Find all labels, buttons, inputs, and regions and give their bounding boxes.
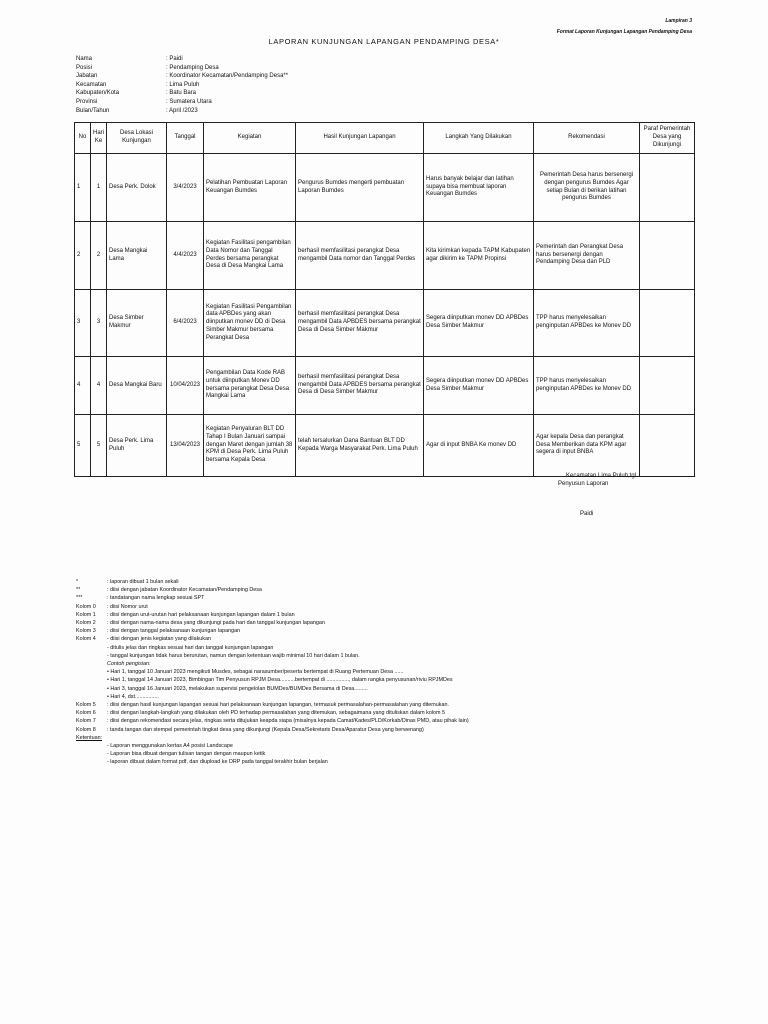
cell-rekomendasi: TPP harus menyelesaikan penginputan APBDes ke Monev DD: [534, 357, 640, 415]
col-header-langkah: Langkah Yang Dilakukan: [424, 123, 534, 154]
table-header-row: [75, 123, 695, 154]
example-item: • Hari 1, tanggal 10 Januari 2023 mengikuti Musdes, sebagai narasumber/peserta bertempat di Ruang Pertemuan Desa ......: [107, 669, 404, 676]
cell-rekomendasi: Pemerintah dan Perangkat Desa harus bersenergi dengan Pendamping Desa dan PLD: [534, 222, 640, 290]
kolom-key: Kolom 4: [76, 636, 96, 643]
lampiran-label: Lampiran 3: [665, 18, 692, 24]
cell-hari: 4: [91, 357, 107, 415]
cell-rekomendasi: Pemerintah Desa harus bersenergi dengan pengurus Bumdes Agar setiap Bulan di berikan latihan pengurus Bumdes: [534, 154, 640, 222]
cell-kegiatan: Pelatihan Pembuatan Laporan Keuangan Bumdes: [204, 154, 296, 222]
footnote-key: **: [76, 587, 81, 594]
ketentuan-label: Ketentuan:: [76, 734, 103, 741]
cell-desa: Desa Mangkai Lama: [107, 222, 167, 290]
info-row: [76, 81, 288, 90]
info-label: Nama: [76, 56, 93, 62]
cell-no: 1: [75, 154, 91, 222]
kolom-text: : diisi dengan tanggal pelaksanaan kunjungan lapangan: [107, 628, 241, 635]
signature-name: Paidi: [580, 511, 594, 517]
kolom-text: : diisi Nomor urut: [107, 603, 148, 610]
footnote-key: *: [76, 579, 79, 585]
kolom-row: [76, 726, 716, 734]
info-row: [76, 107, 288, 116]
footnote-text: : laporan dibuat 1 bulan sekali: [107, 579, 179, 585]
signature-place: Kecamatan Lima Puluh,tgl…………………………: [566, 473, 697, 479]
cell-tanggal: 13/04/2023: [167, 415, 204, 477]
col-header-paraf: Paraf Pemerintah Desa yang Dikunjungi: [640, 123, 695, 154]
cell-rekomendasi: Agar kepala Desa dan perangkat Desa Memberikan data KPM agar segera di input BNBA: [534, 415, 640, 477]
kolom-key: Kolom 7: [76, 718, 96, 725]
info-label: Bulan/Tahun: [76, 107, 110, 114]
cell-tanggal: 3/4/2023: [167, 154, 204, 222]
cell-no: 3: [75, 290, 91, 357]
kolom-text: : diisi dengan urut-urutan hari pelaksanaan kunjungan lapangan dalam 1 bulan: [107, 611, 295, 618]
footnote-key: ***: [76, 595, 83, 602]
cell-paraf: [640, 415, 695, 477]
kolom-text: : tanda tangan dan stempel pemerintah tingkat desa yang dikunjungi (Kepala Desa/Sekretaris Desa/Aparatur Desa yang berwenang): [107, 726, 424, 733]
info-label: Kecamatan: [76, 81, 107, 88]
cell-desa: Desa Simber Makmur: [107, 290, 167, 357]
cell-langkah: Segera diinputkan monev DD APBDes Desa Simber Makmur: [424, 357, 534, 415]
format-label: Format Laporan Kunjungan Lapangan Pendamping Desa: [556, 29, 692, 35]
cell-langkah: Harus banyak belajar dan latihan supaya bisa membuat laporan Keuangan Bumdes: [424, 154, 534, 222]
info-row: [76, 72, 288, 81]
identity-block: [76, 55, 288, 115]
cell-paraf: [640, 357, 695, 415]
kolom-key: Kolom 0: [76, 603, 96, 610]
cell-hasil: berhasil memfasilitasi perangkat Desa mengambil Data nomor dan Tanggal Perdes: [296, 222, 424, 290]
cell-tanggal: 10/04/2023: [167, 357, 204, 415]
info-value: : Sumatera Utara: [166, 98, 212, 105]
info-row: [76, 64, 288, 73]
cell-kegiatan: Kegiatan Penyaluran BLT DD Tahap I Bulan Januari sampai dengan Maret dengan jumlah 38 KPM di Desa Perk. Lima Puluh bersama Kepala Desa: [204, 415, 296, 477]
kolom-row: [76, 635, 716, 643]
kolom-row: [76, 619, 716, 627]
col-header-hasil: Hasil Kunjungan Lapangan: [296, 123, 424, 154]
cell-hari: 5: [91, 415, 107, 477]
page-title: LAPORAN KUNJUNGAN LAPANGAN PENDAMPING DESA*: [268, 37, 500, 46]
cell-no: 5: [75, 415, 91, 477]
footnote-text: : tandatangan nama lengkap sesuai SPT: [107, 595, 205, 602]
cell-hasil: berhasil memfasilitasi perangkat Desa mengambil Data APBDES bersama perangkat Desa di Desa Simber Makmur: [296, 290, 424, 357]
info-row: [76, 98, 288, 107]
kolom4-note: - tanggal kunjungan tidak harus berurutan, namun dengan ketentuan wajib minimal 10 hari dalam 1 bulan.: [107, 652, 360, 659]
col-header-desa: Desa Lokasi Kunjungan: [107, 123, 167, 154]
cell-hari: 1: [91, 154, 107, 222]
kolom-key: Kolom 2: [76, 620, 96, 627]
cell-langkah: Agar di input BNBA Ke monev DD: [424, 415, 534, 477]
kolom-key: Kolom 8: [76, 726, 96, 733]
cell-no: 2: [75, 222, 91, 290]
signature-role: Penyusun Laporan: [558, 481, 609, 487]
col-header-rekomendasi: Rekomendasi: [534, 123, 640, 154]
table-row: [75, 154, 695, 222]
cell-rekomendasi: TPP harus menyelesaikan penginputan APBDes ke Monev DD: [534, 290, 640, 357]
cell-hasil: berhasil memfasilitasi perangkat Desa mengambil Data APBDES bersama perangkat Desa di Desa Simber Makmur: [296, 357, 424, 415]
example-item: • Hari 4, dst................: [107, 693, 159, 700]
kolom4-note: - ditulis jelas dan ringkas sesuai hari dan tanggal kunjungan lapangan: [107, 644, 274, 651]
footnote-text: : diisi dengan jabatan Koordinator Kecamatan/Pendamping Desa: [107, 587, 262, 594]
example-item: • Hari 3, tanggal 16 Januari 2023, melakukan supervisi pengelolan BUMDes/BUMDes Bersama di Desa.........: [107, 685, 368, 692]
visit-report-table: [74, 122, 695, 477]
kolom-row: [76, 611, 716, 619]
kolom-key: Kolom 5: [76, 702, 96, 709]
cell-kegiatan: Kegiatan Fasilitasi pengambilan Data Nomor dan Tanggal Perdes bersama perangkat Desa di Desa Mangkai Lama: [204, 222, 296, 290]
kolom-text: : diisi dengan nama-nama desa yang dikunjungi pada hari dan tanggal kunjungan lapangan: [107, 620, 325, 627]
info-label: Kabupaten/Kota: [76, 90, 120, 97]
info-value: : Batu Bara: [166, 90, 197, 97]
kolom-row: [76, 717, 716, 725]
cell-no: 4: [75, 357, 91, 415]
info-label: Posisi: [76, 64, 93, 71]
cell-langkah: Segera diinputkan monev DD APBDes Desa Simber Makmur: [424, 290, 534, 357]
kolom-text: : diisi dengan langkah-langkah yang dilakukan oleh PD terhadap permasalahan yang ditemukan, sebagaimana yang dituliskan dalam kolom 5: [107, 710, 446, 717]
cell-hari: 3: [91, 290, 107, 357]
cell-hasil: Pengurus Bumdes mengerti pembuatan Laporan Bumdes: [296, 154, 424, 222]
kolom-row: [76, 709, 716, 717]
info-label: Provinsi: [76, 98, 98, 105]
cell-tanggal: 4/4/2023: [167, 222, 204, 290]
kolom-key: Kolom 6: [76, 710, 96, 717]
example-item: • Hari 1, tanggal 14 Januari 2023, Bimbingan Tim Penyusun RPJM Desa..........bertempat di ..............., dalam rangka penyusunan/riviu RPJMDes: [107, 677, 453, 684]
col-header-no: No: [75, 123, 91, 154]
info-row: [76, 89, 288, 98]
col-header-tanggal: Tanggal: [167, 123, 204, 154]
cell-langkah: Kita kirimkan kepada TAPM Kabupaten agar dikirim ke TAPM Propinsi: [424, 222, 534, 290]
footnote-row: [76, 578, 716, 586]
table-row: [75, 415, 695, 477]
ketentuan-item: - Laporan bisa dibuat dengan tulisan tangan dengan maupun ketik: [107, 751, 266, 758]
info-value: : Lima Puluh: [166, 81, 200, 88]
info-value: : Paidi: [166, 56, 183, 62]
cell-hari: 2: [91, 222, 107, 290]
cell-paraf: [640, 222, 695, 290]
cell-paraf: [640, 290, 695, 357]
info-label: Jabatan: [76, 73, 98, 80]
kolom-key: Kolom 3: [76, 628, 96, 635]
ketentuan-item: - laporan dibuat dalam format pdf, dan diupload ke DRP pada tanggal terakhir bulan berjalan: [107, 759, 328, 766]
kolom-key: Kolom 1: [76, 611, 96, 618]
kolom-row: [76, 701, 716, 709]
kolom-text: : diisi dengan rekomendasi secara jelas, ringkas serta ditujukan keapda siapa (misalnya kepada Camat/Kades/PLD/Korkab/Dinas PMD, atau pihak lain): [107, 718, 469, 725]
kolom-text: : diisi dengan hasil kunjungan lapangan sesuai hari pelaksanaan kunjungan lapangan, termasuk permasalahan-permasalahan yang ditemukan.: [107, 702, 449, 709]
footnote-row: [76, 586, 716, 594]
cell-kegiatan: Pengambilan Data Kode RAB untuk diinputkan Monev DD bersama perangkat Desa Desa Mangkai Lama: [204, 357, 296, 415]
cell-desa: Desa Perk. Lima Puluh: [107, 415, 167, 477]
kolom-row: [76, 627, 716, 635]
ketentuan-item: - Laporan menggunakan kertas A4 posisi Landscape: [107, 743, 233, 750]
info-value: : Pendamping Desa: [166, 64, 219, 71]
table-row: [75, 222, 695, 290]
cell-kegiatan: Kegiatan Fasilitasi Pengambilan data APBDes yang akan diinputkan monev DD di Desa Simber Makmur bersama Perangkat Desa: [204, 290, 296, 357]
kolom-row: [76, 603, 716, 611]
info-value: : Koordinator Kecamatan/Pendamping Desa**: [166, 73, 289, 80]
cell-paraf: [640, 154, 695, 222]
example-label: Contoh pengisian:: [107, 661, 151, 668]
footnote-row: [76, 594, 716, 602]
cell-desa: Desa Mangkai Baru: [107, 357, 167, 415]
instructions-block: [76, 578, 716, 767]
col-header-hari: Hari Ke: [91, 123, 107, 154]
info-row: [76, 55, 288, 64]
cell-desa: Desa Perk. Dolok: [107, 154, 167, 222]
table-row: [75, 290, 695, 357]
col-header-kegiatan: Kegiatan: [204, 123, 296, 154]
table-row: [75, 357, 695, 415]
info-value: : April /2023: [166, 107, 198, 114]
cell-hasil: telah tersalurkan Dana Bantuan BLT DD Kepada Warga Masyarakat Perk. Lima Puluh: [296, 415, 424, 477]
cell-tanggal: 6/4/2023: [167, 290, 204, 357]
kolom-text: - diisi dengan jenis kegiatan yang dilakukan: [107, 636, 211, 643]
